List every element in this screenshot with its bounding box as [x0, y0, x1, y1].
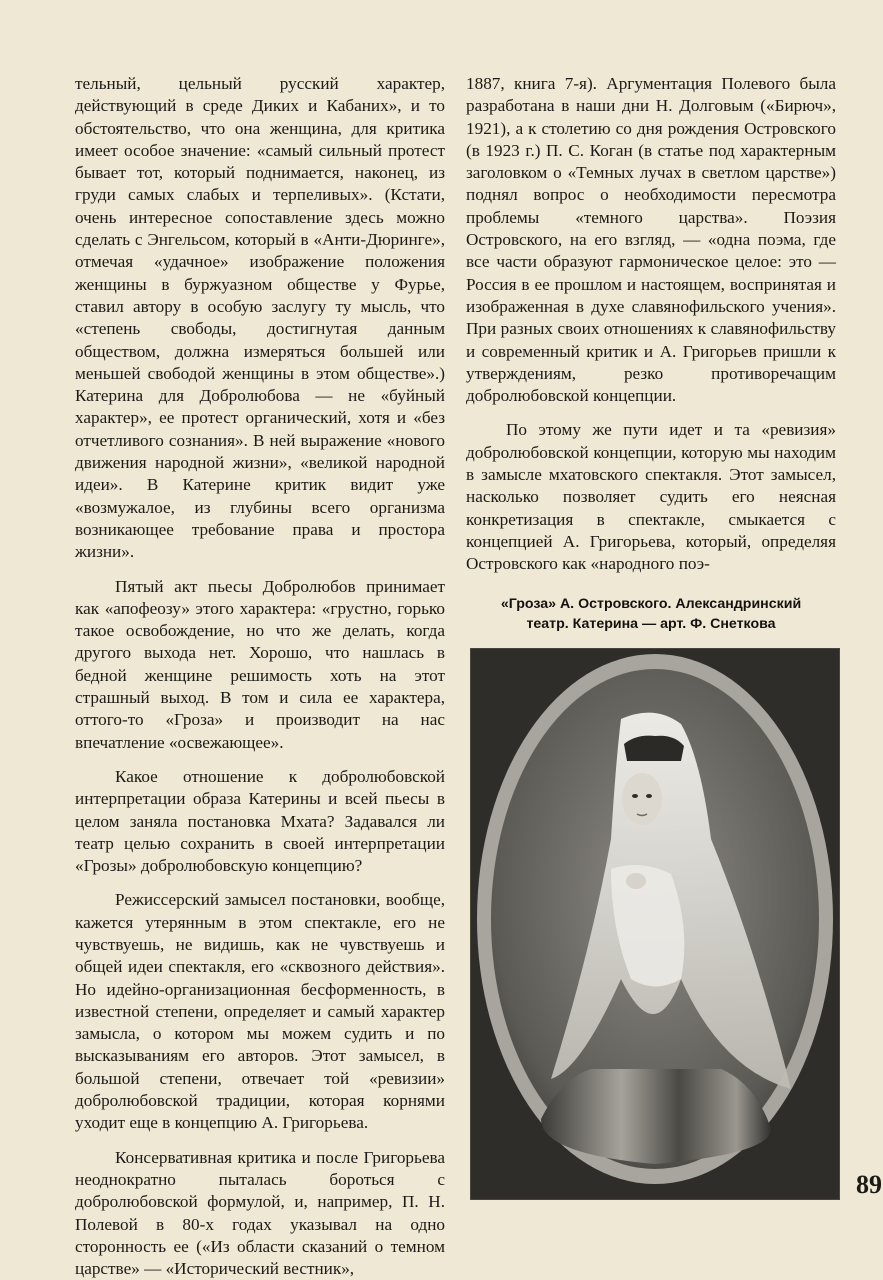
paragraph: Режиссерский замысел постановки, вообще, кажется утерянным в этом спектакле, его не чувствуешь, не видишь, как не чувствуешь и общей идеи спектакля, его «сквозного действия». Но идейно-организационная бесформенность, в известной степени, определяет и самый характер замысла, о котором мы можем судить и по высказываниям его авторов. Этот замысел, в большой степени, отвечает той «ревизии» добролюбовской традиции, которая корнями уходит еще в концепцию А. Григорьева.: [75, 890, 445, 1133]
paragraph: 1887, книга 7-я). Аргументация Полевого была разработана в наши дни Н. Долговым («Бирюч», 1921), а к столетию со дня рождения Островского (в 1923 г.) П. С. Коган (в статье под характерным заголовком о «Темных лучах в светлом царстве») поднял вопрос о необходимости пересмотра проблемы «темного царства». Поэзия Островского, на его взгляд, — «одна поэма, где все части образуют гармоническое целое: это — Россия в ее прошлом и настоящем, воспринятая и изображенная в духе славянофильского учения». При разных своих отношениях к славянофильству и современный критик и А. Григорьев пришли к утверждениям, резко противоречащим добролюбовской концепции.: [466, 74, 836, 406]
page-number: 89: [856, 1170, 882, 1199]
paragraph: тельный, цельный русский характер, действующий в среде Диких и Кабаних», и то обстоятельство, что она женщина, для критика имеет особое значение: «самый сильный протест бывает тот, который поднимается, наконец, из груди самых слабых и терпеливых». (Кстати, очень интересное сопоставление здесь можно сделать с Энгельсом, который в «Анти-Дюринге», отмечая «удачное» изображение положения женщины в буржуазном обществе у Фурье, ставил автору в особую заслугу ту мысль, что «степень свободы, достигнутая данным обществом, должна измеряться большей или меньшей свободой женщины в этом обществе».) Катерина для Добролюбова — не «буйный характер», ее протест органический, хотя и «без отчетливого сознания». В ней выражение «нового движения народной жизни», «великой народной идеи». В Катерине критик видит уже «возмужалое, из глубины всего организма возникающее требование права и простора жизни».: [75, 74, 445, 562]
caption-line: театр. Катерина — арт. Ф. Снеткова: [526, 616, 776, 632]
right-text-column: [466, 73, 836, 576]
paragraph: Какое отношение к добролюбовской интерпретации образа Катерины и всей пьесы в целом заняла постановка Мхата? Задавался ли театр целью сохранить в своей интерпретации «Грозы» добролюбовскую концепцию?: [75, 766, 445, 876]
paragraph: Консервативная критика и после Григорьева неоднократно пыталась бороться с добролюбовской формулой, и, например, П. Н. Полевой в 80-х годах указывал на одно сторонность ее («Из области сказаний о темном царстве» — «Исторический вестник»,: [75, 1147, 445, 1279]
caption-line: «Гроза» А. Островского. Александринский: [500, 596, 802, 612]
photo-image: [471, 649, 839, 1199]
left-text-column: [75, 73, 445, 1280]
paragraph: Пятый акт пьесы Добролюбов принимает как «апофеозу» этого характера: «грустно, горько такое освобождение, но что же делать, когда другого выхода нет. Хорошо, что нашлась в бедной женщине решимость хоть на этот страшный выход. В том и сила ее характера, оттого-то «Гроза» и производит на нас впечатление «освежающее».: [75, 576, 445, 752]
paragraph: По этому же пути идет и та «ревизия» добролюбовской концепции, которую мы находим в замысле мхатовского спектакля. Этот замысел, насколько позволяет судить его неясная конкретизация в спектакле, смыкается с концепцией А. Григорьева, который, определяя Островского как «народного поэ-: [466, 420, 836, 574]
actress-portrait-photo: [470, 648, 840, 1200]
figure-caption: [466, 594, 836, 634]
